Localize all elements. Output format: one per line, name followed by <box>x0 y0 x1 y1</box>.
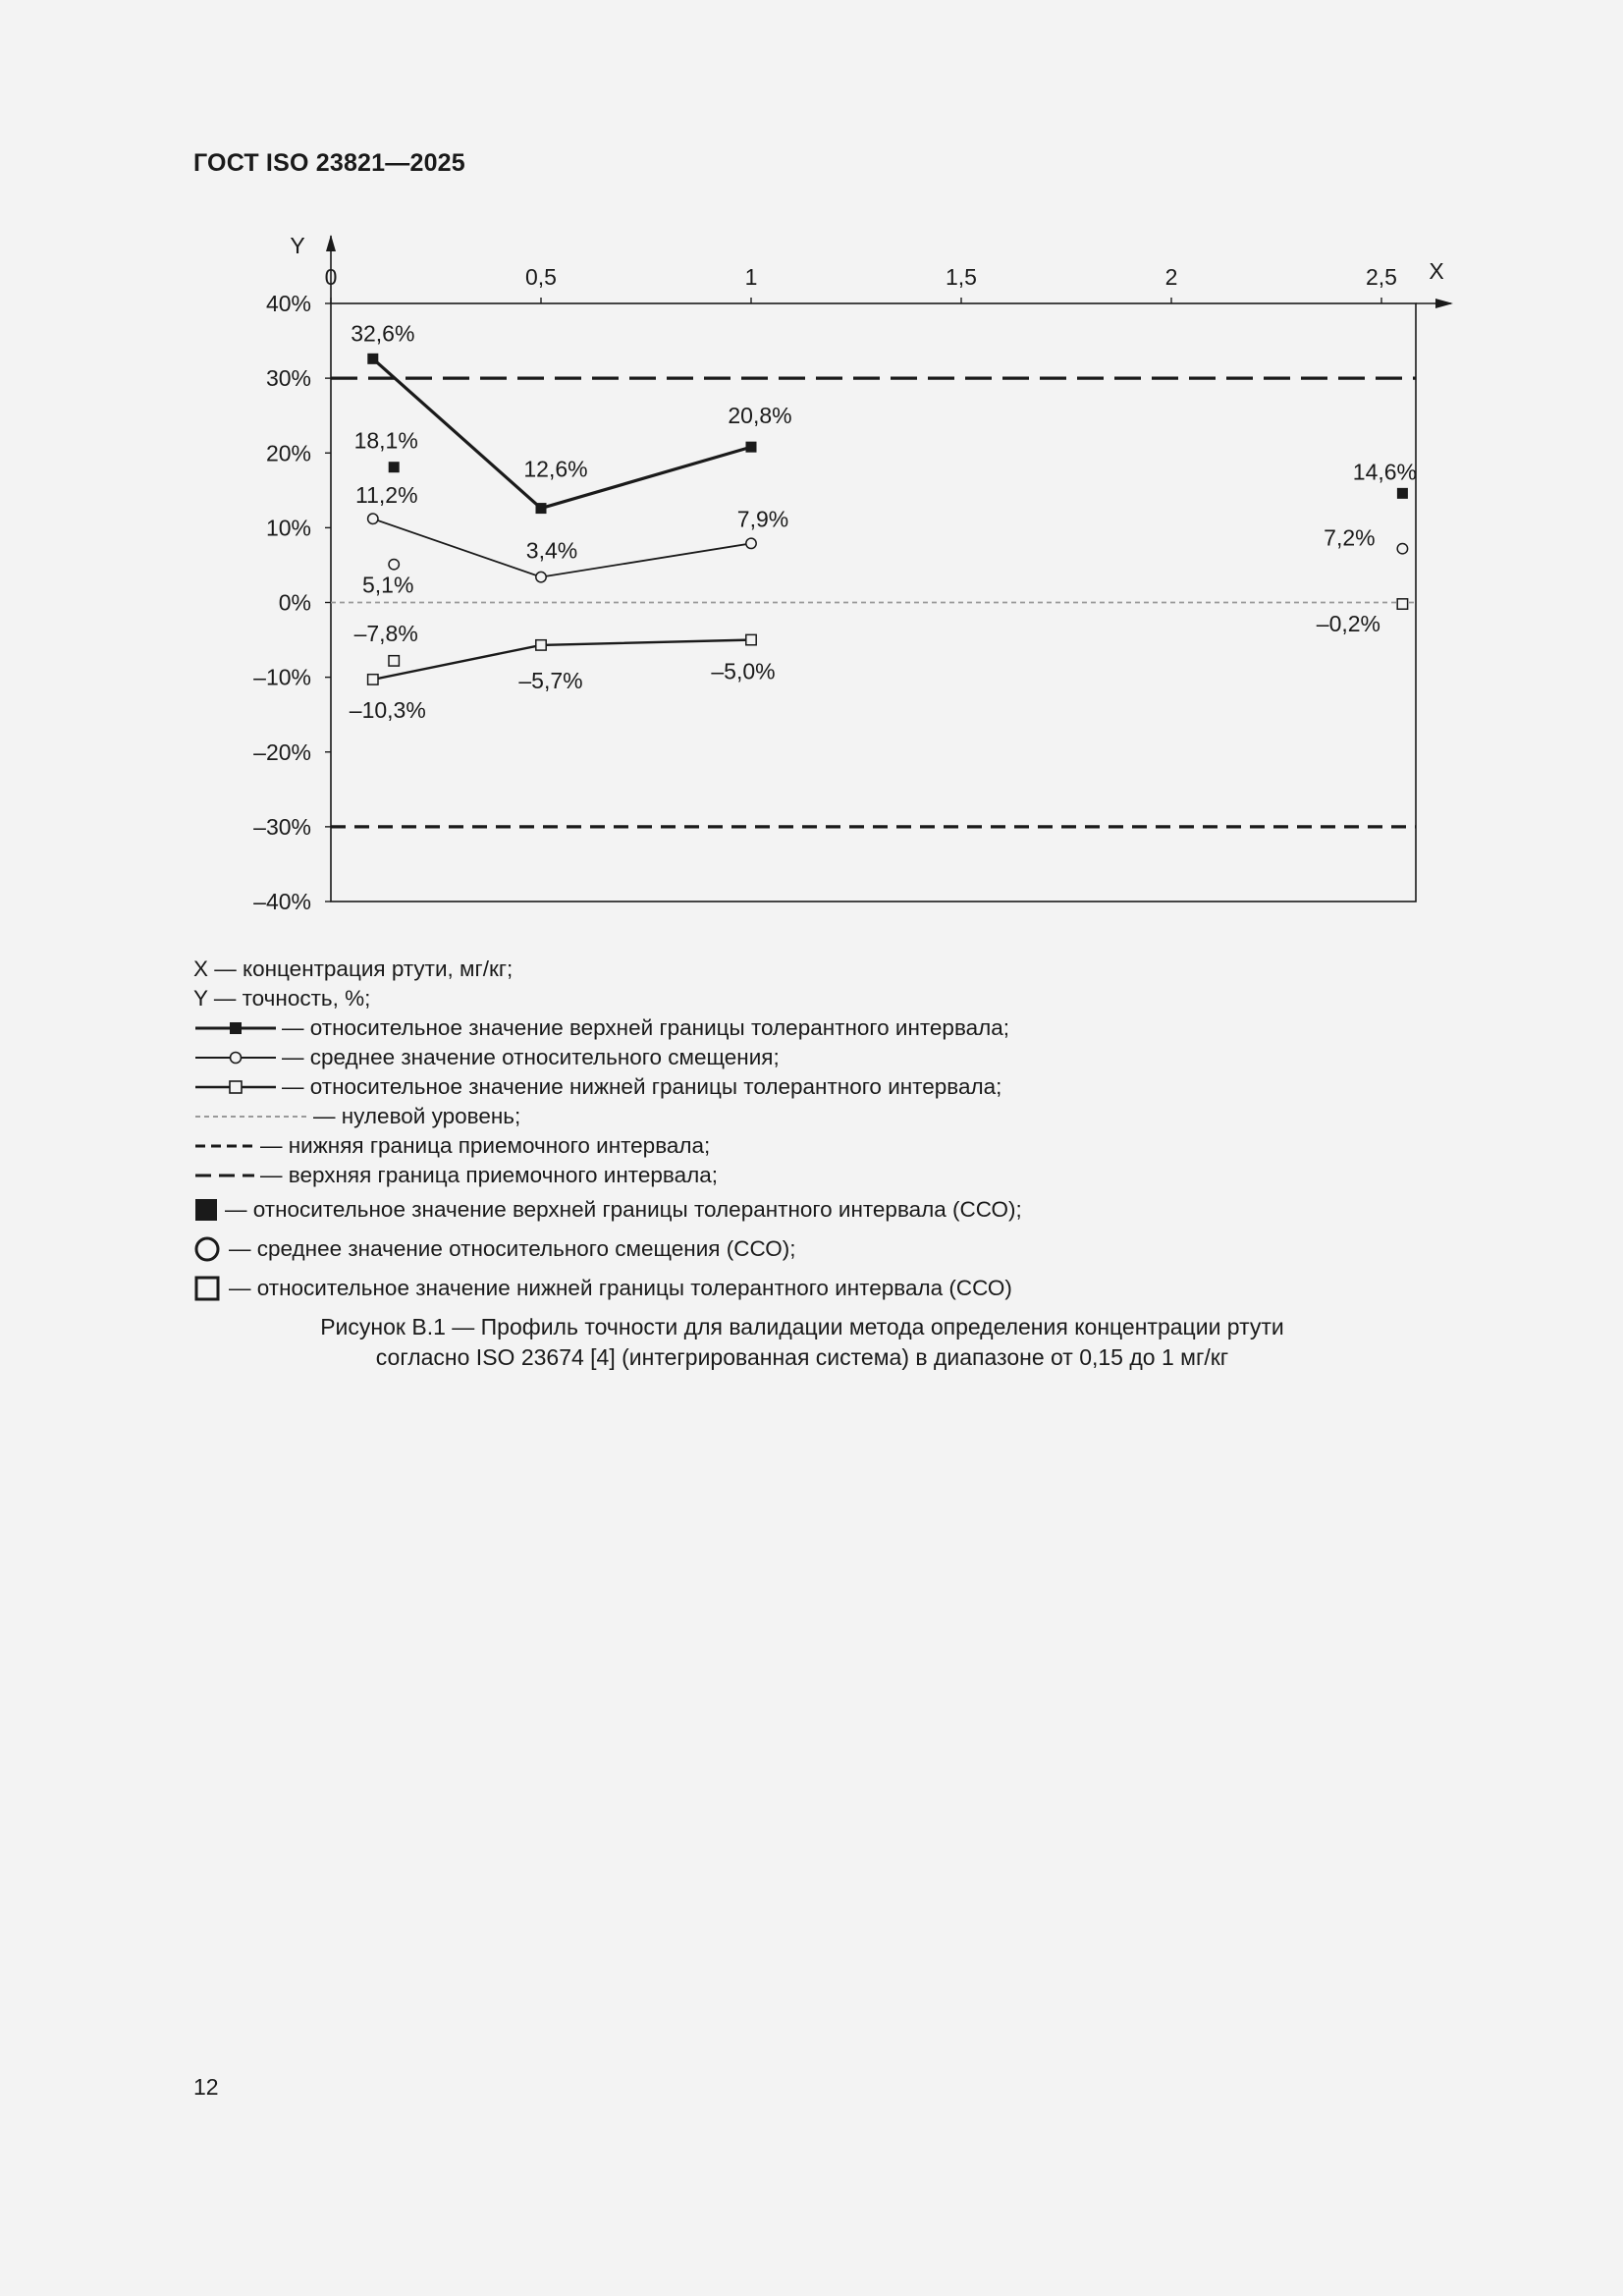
point-lower_ti <box>536 640 546 650</box>
data-label-mean_bias: 11,2% <box>355 482 418 509</box>
legend-text: — среднее значение относительного смещения (ССО); <box>229 1236 796 1261</box>
y-tick-label: –10% <box>253 664 311 690</box>
legend-x-definition <box>193 955 1022 984</box>
x-tick-label: 2 <box>1164 264 1178 290</box>
data-series <box>367 354 1408 684</box>
y-tick-label: 30% <box>265 365 311 392</box>
data-label-lower_ti_crm: –0,2% <box>1316 611 1381 637</box>
y-axis-arrow-icon <box>326 235 336 251</box>
point-mean_bias_crm <box>389 559 399 569</box>
data-label-upper_ti_crm: 14,6% <box>1352 459 1418 485</box>
data-label-lower_ti: –5,0% <box>711 658 776 684</box>
open-square-line-icon <box>193 1077 280 1097</box>
point-upper_ti <box>746 442 757 453</box>
point-upper_ti_crm <box>1397 488 1408 499</box>
legend-text: — нижняя граница приемочного интервала; <box>260 1133 711 1158</box>
legend-upper-acceptance <box>193 1161 1022 1190</box>
legend-mean-bias <box>193 1043 1022 1072</box>
legend-lower-acceptance <box>193 1131 1022 1161</box>
point-upper_ti_crm <box>389 462 400 472</box>
point-lower_ti <box>746 634 756 644</box>
point-upper_ti <box>536 503 547 514</box>
short-dash-line-icon <box>193 1136 258 1156</box>
legend-zero-level <box>193 1102 1022 1131</box>
open-circle-line-icon <box>193 1048 280 1067</box>
long-dash-line-icon <box>193 1166 258 1185</box>
point-mean_bias <box>368 514 378 523</box>
x-tick-label: 1 <box>744 264 758 290</box>
legend-mean-bias-crm <box>193 1230 1022 1269</box>
legend-text: X — концентрация ртути, мг/кг; <box>193 957 514 981</box>
point-mean_bias <box>746 538 756 548</box>
y-tick-label: 10% <box>265 515 311 541</box>
legend-text: — относительное значение верхней границы толерантного интервала; <box>282 1015 1010 1040</box>
legend-lower-ti <box>193 1072 1022 1102</box>
reference-lines <box>331 378 1416 827</box>
point-mean_bias_crm <box>1397 543 1407 553</box>
legend-upper-ti <box>193 1013 1022 1043</box>
legend-text: — среднее значение относительного смещения; <box>282 1045 780 1069</box>
filled-square-line-icon <box>193 1018 280 1038</box>
point-upper_ti <box>367 354 378 364</box>
caption-line-2: согласно ISO 23674 [4] (интегрированная система) в диапазоне от 0,15 до 1 мг/кг <box>375 1344 1229 1370</box>
legend-text: — относительное значение нижней границы толерантного интервала; <box>282 1074 1002 1099</box>
open-square-icon <box>193 1275 227 1302</box>
dotted-line-icon <box>193 1107 311 1126</box>
legend-text: — относительное значение нижней границы толерантного интервала (ССО) <box>229 1276 1012 1300</box>
y-tick-label: –20% <box>253 738 311 765</box>
open-circle-icon <box>193 1235 227 1263</box>
data-label-upper_ti: 20,8% <box>728 403 792 429</box>
data-labels <box>350 320 1417 723</box>
x-tick-label: 1,5 <box>946 264 977 290</box>
y-tick-label: 20% <box>265 440 311 466</box>
chart-legend <box>193 955 1022 1308</box>
x-axis-label: X <box>1429 258 1444 284</box>
legend-text: — верхняя граница приемочного интервала; <box>260 1163 718 1187</box>
y-tick-label: 40% <box>265 291 311 316</box>
data-label-lower_ti: –5,7% <box>518 667 583 693</box>
point-lower_ti_crm <box>1397 599 1407 609</box>
y-axis-label: Y <box>290 233 305 258</box>
legend-text: Y — точность, %; <box>193 986 371 1011</box>
data-label-upper_ti: 12,6% <box>523 456 588 482</box>
point-lower_ti_crm <box>389 656 399 666</box>
y-tick-label: –30% <box>253 813 311 840</box>
data-label-lower_ti: –10,3% <box>349 696 426 723</box>
x-tick-label: 0 <box>324 264 338 290</box>
data-label-mean_bias_crm: 5,1% <box>361 572 414 598</box>
caption-line-1: Рисунок В.1 — Профиль точности для валидации метода определения концентрации ртути <box>320 1314 1284 1339</box>
legend-lower-ti-crm <box>193 1269 1022 1308</box>
data-label-upper_ti: 32,6% <box>351 320 415 347</box>
legend-text: — нулевой уровень; <box>313 1104 521 1128</box>
data-label-lower_ti_crm: –7,8% <box>353 620 418 646</box>
data-label-mean_bias: 7,9% <box>736 506 789 532</box>
page-number: 12 <box>193 2074 219 2100</box>
filled-square-icon <box>193 1197 223 1223</box>
accuracy-profile-chart <box>0 0 1623 943</box>
x-tick-label: 0,5 <box>525 264 557 290</box>
axes <box>253 233 1453 914</box>
document-header: ГОСТ ISO 23821—2025 <box>193 149 465 177</box>
data-label-mean_bias: 3,4% <box>525 537 578 564</box>
legend-text: — относительное значение верхней границы толерантного интервала (ССО); <box>225 1197 1022 1222</box>
x-tick-label: 2,5 <box>1366 264 1397 290</box>
data-label-upper_ti_crm: 18,1% <box>353 427 418 454</box>
legend-upper-ti-crm <box>193 1190 1022 1230</box>
x-axis-arrow-icon <box>1435 299 1453 308</box>
figure-caption <box>193 1312 1411 1373</box>
y-tick-label: 0% <box>278 589 311 616</box>
legend-y-definition <box>193 984 1022 1013</box>
point-mean_bias <box>536 572 546 581</box>
series-line-upper_ti <box>373 358 751 508</box>
y-tick-label: –40% <box>253 889 311 914</box>
data-label-mean_bias_crm: 7,2% <box>1324 524 1376 551</box>
point-lower_ti <box>368 675 378 684</box>
